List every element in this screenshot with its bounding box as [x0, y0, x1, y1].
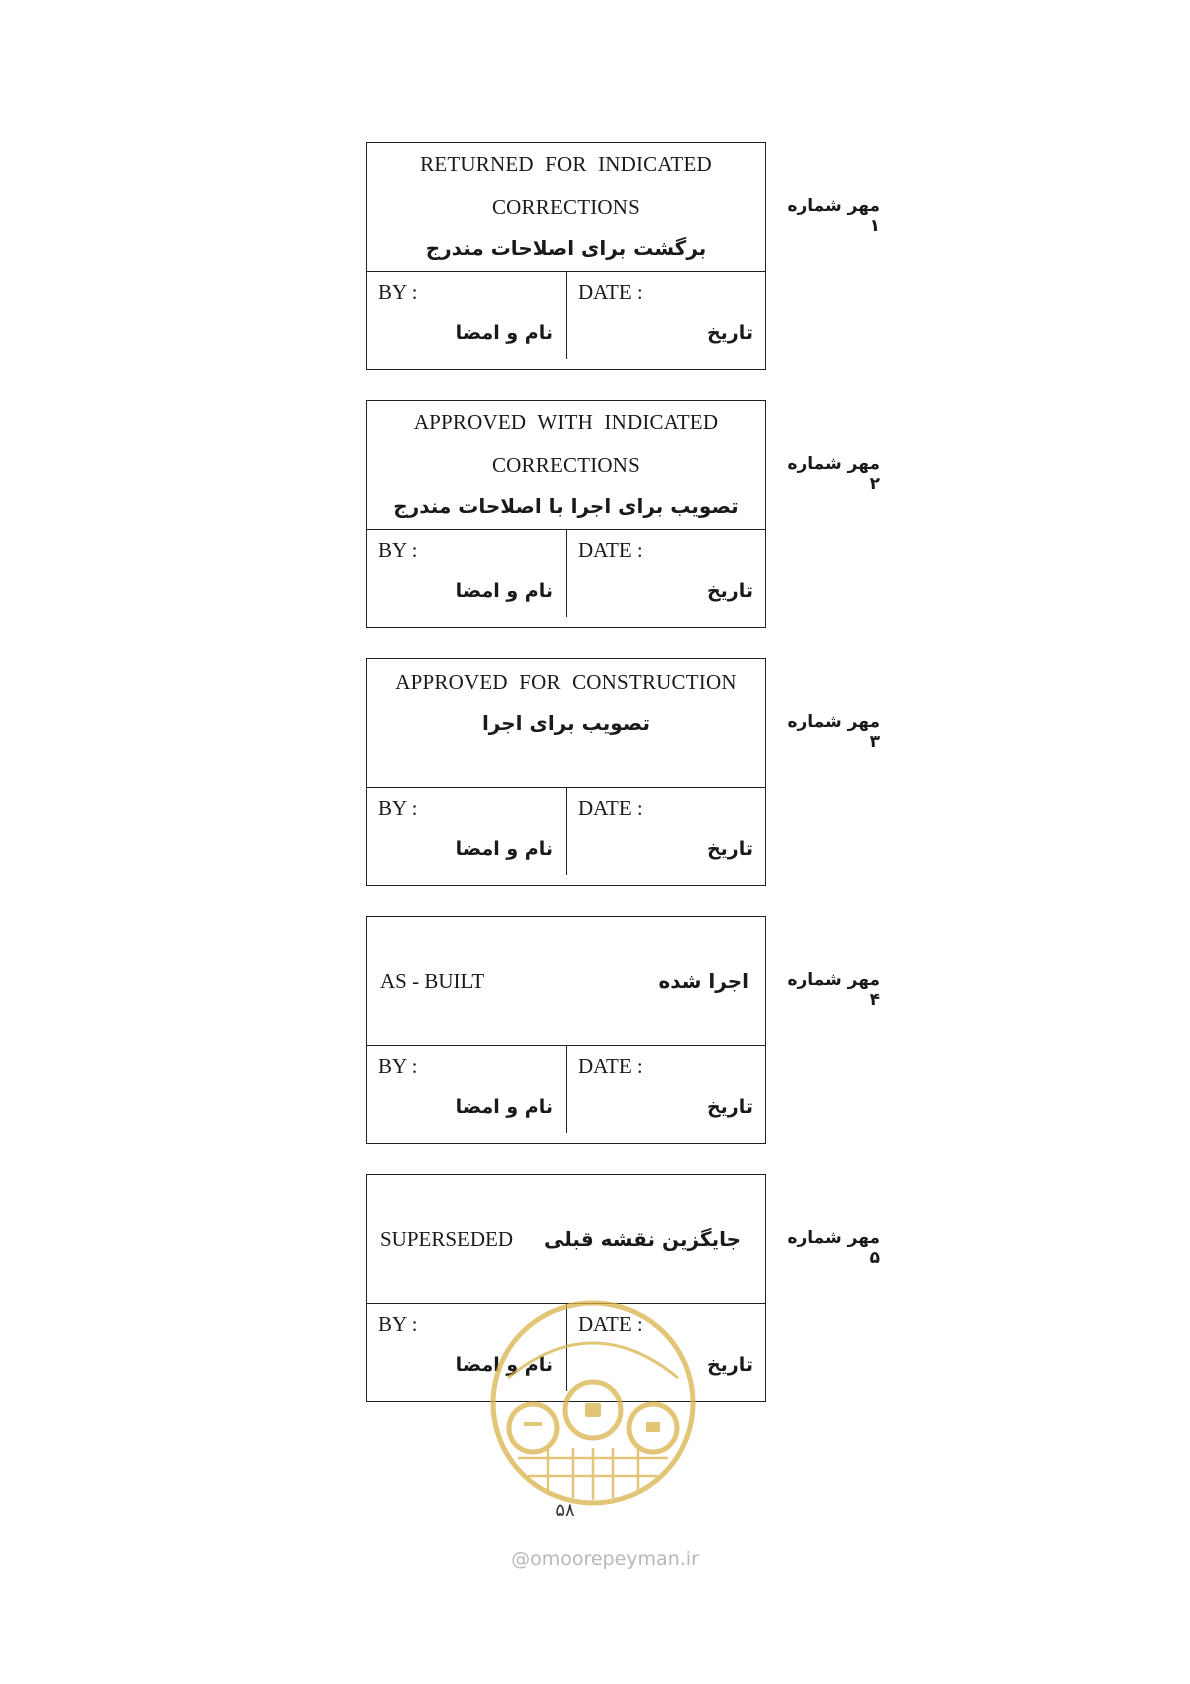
stamp-5-date-persian-label: تاریخ	[706, 1354, 753, 1376]
watermark-seal-icon	[488, 1298, 698, 1508]
stamp-4	[366, 916, 766, 1144]
stamp-5-english-title: SUPERSEDED	[380, 1227, 514, 1251]
stamp-2-header	[367, 401, 765, 530]
stamp-2-english-line-1: APPROVED WITH INDICATED	[413, 410, 719, 434]
stamp-1-english-line-2: CORRECTIONS	[491, 195, 641, 219]
stamp-2-by-label: BY :	[378, 538, 418, 562]
stamp-2-side-label: مهر شماره ۲	[787, 454, 880, 494]
stamp-3-footer	[367, 788, 765, 885]
stamp-3-divider	[566, 788, 567, 875]
stamp-2-date-label: DATE :	[578, 538, 643, 562]
stamp-4-date-label: DATE :	[578, 1054, 643, 1078]
stamp-5-by-label: BY :	[378, 1312, 418, 1336]
stamp-3-name-signature-label: نام و امضا	[455, 838, 553, 860]
stamp-1-header	[367, 143, 765, 272]
stamp-5-side-label: مهر شماره ۵	[787, 1228, 880, 1268]
stamp-3-date-label: DATE :	[578, 796, 643, 820]
stamp-1-name-signature-label: نام و امضا	[455, 322, 553, 344]
stamp-5-name-signature-label: نام و امضا	[455, 1354, 553, 1376]
stamp-3-header	[367, 659, 765, 788]
stamp-3	[366, 658, 766, 886]
stamp-2	[366, 400, 766, 628]
watermark-site: @omoorepeyman.ir	[511, 1548, 699, 1570]
stamp-1-footer	[367, 272, 765, 369]
stamp-3-persian-title: تصویب برای اجرا	[481, 711, 651, 735]
stamp-4-divider	[566, 1046, 567, 1133]
stamp-4-date-persian-label: تاریخ	[706, 1096, 753, 1118]
stamp-1-english-line-1: RETURNED FOR INDICATED	[420, 152, 712, 176]
stamp-2-persian-title: تصویب برای اجرا با اصلاحات مندرج	[393, 494, 739, 518]
stamp-1-divider	[566, 272, 567, 359]
stamp-4-side-label: مهر شماره ۴	[787, 970, 880, 1010]
stamp-3-by-label: BY :	[378, 796, 418, 820]
stamp-1-date-label: DATE :	[578, 280, 643, 304]
stamp-4-footer	[367, 1046, 765, 1143]
stamp-1-persian-title: برگشت برای اصلاحات مندرج	[425, 236, 707, 260]
stamp-5-persian-title: جایگزین نقشه قبلی	[544, 1227, 741, 1251]
stamp-1-date-persian-label: تاریخ	[706, 322, 753, 344]
stamp-3-english-line-1: APPROVED FOR CONSTRUCTION	[395, 670, 737, 694]
stamp-4-header	[367, 917, 765, 1046]
stamp-1	[366, 142, 766, 370]
stamp-2-divider	[566, 530, 567, 617]
stamp-3-date-persian-label: تاریخ	[706, 838, 753, 860]
page-number: ۵۸	[555, 1500, 575, 1521]
stamp-2-date-persian-label: تاریخ	[706, 580, 753, 602]
stamp-3-side-label: مهر شماره ۳	[787, 712, 880, 752]
stamp-2-footer	[367, 530, 765, 627]
stamp-5-header	[367, 1175, 765, 1304]
stamp-4-name-signature-label: نام و امضا	[455, 1096, 553, 1118]
stamp-2-name-signature-label: نام و امضا	[455, 580, 553, 602]
stamp-1-side-label: مهر شماره ۱	[787, 196, 880, 236]
stamp-4-english-title: AS - BUILT	[380, 969, 485, 993]
stamp-1-by-label: BY :	[378, 280, 418, 304]
stamp-2-english-line-2: CORRECTIONS	[491, 453, 641, 477]
stamp-4-by-label: BY :	[378, 1054, 418, 1078]
stamp-5-date-label: DATE :	[578, 1312, 643, 1336]
stamp-4-persian-title: اجرا شده	[658, 969, 749, 993]
